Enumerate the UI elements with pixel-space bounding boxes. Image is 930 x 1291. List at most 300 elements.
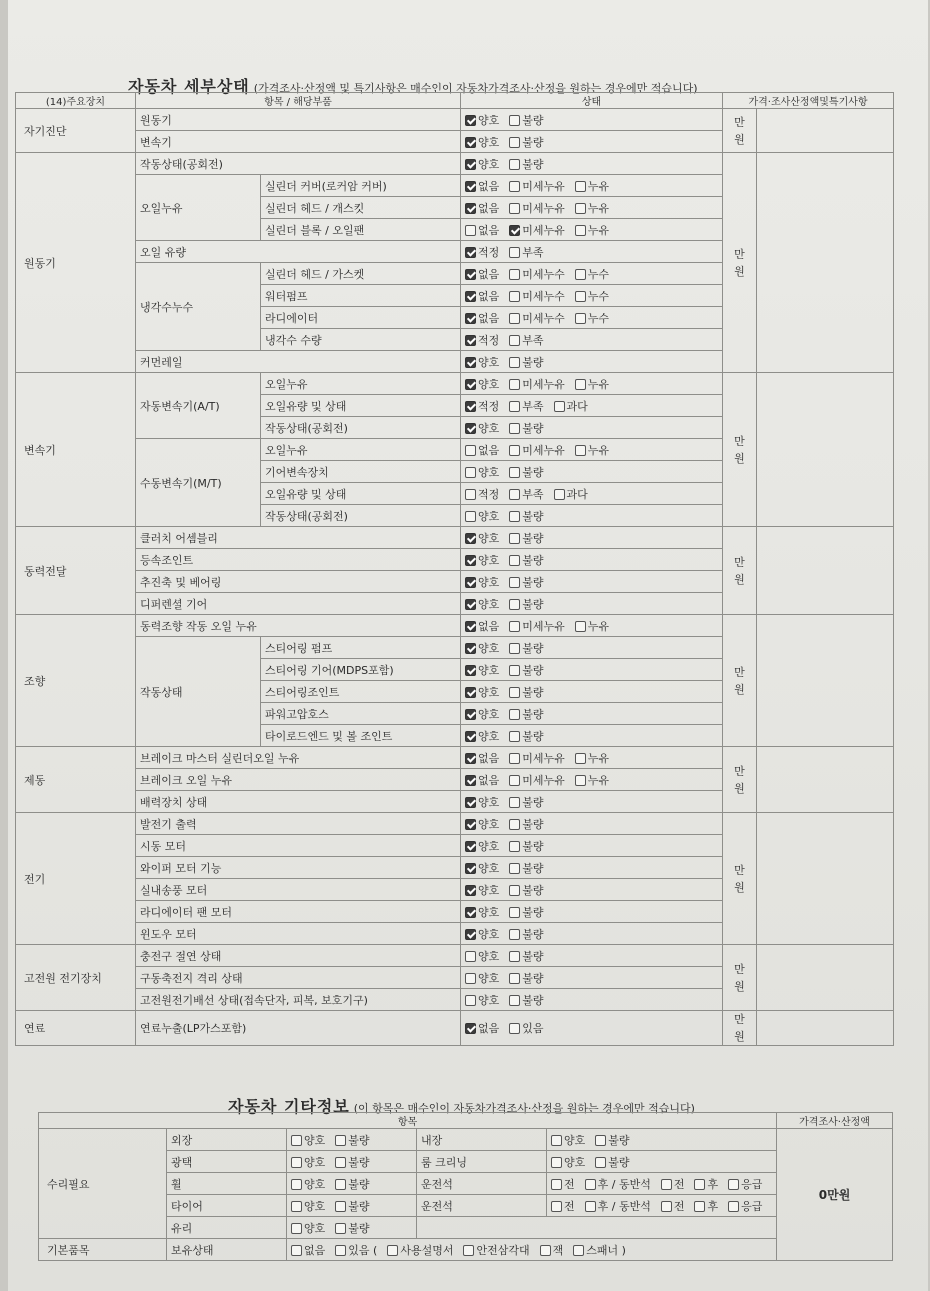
status-option [291, 1198, 325, 1214]
part-cell: 냉각수 수량 [261, 329, 461, 351]
status-option [509, 970, 543, 986]
status-row [16, 1011, 894, 1046]
status-cell [461, 329, 723, 351]
status-option [509, 332, 543, 348]
status-option [509, 794, 543, 810]
status-option [465, 420, 499, 436]
checkbox[interactable] [465, 973, 476, 984]
checkbox[interactable] [509, 797, 520, 808]
option-label: 부족 [522, 487, 544, 501]
unit-man: 만 [734, 115, 745, 129]
option-label: 누유 [587, 619, 610, 633]
extra-status-cell [547, 1195, 777, 1217]
option-label: 양호 [478, 905, 500, 919]
price-note-cell[interactable] [757, 527, 894, 615]
extra-item-cell: 타이어 [167, 1195, 287, 1217]
checkbox[interactable] [465, 951, 476, 962]
checkbox[interactable] [509, 357, 520, 368]
checkbox[interactable] [509, 731, 520, 742]
option-label: 미세누수 [522, 311, 565, 325]
part-cell: 실린더 커버(로커암 커버) [261, 175, 461, 197]
extra-item-cell: 내장 [417, 1129, 547, 1151]
checkbox[interactable] [551, 1179, 562, 1190]
status-row [16, 109, 894, 131]
item-cell: 브레이크 오일 누유 [136, 769, 461, 791]
status-cell [461, 637, 723, 659]
checkbox-checked[interactable] [465, 907, 476, 918]
checkbox-checked[interactable] [465, 533, 476, 544]
extra-item-cell: 광택 [167, 1151, 287, 1173]
status-option [509, 486, 543, 502]
price-note-cell[interactable] [757, 1011, 894, 1046]
price-note-cell[interactable] [757, 615, 894, 747]
checkbox[interactable] [291, 1245, 302, 1256]
item-cell: 변속기 [136, 131, 461, 153]
checkbox[interactable] [509, 379, 520, 390]
checkbox-checked[interactable] [465, 203, 476, 214]
checkbox[interactable] [661, 1179, 672, 1190]
checkbox[interactable] [509, 995, 520, 1006]
checkbox[interactable] [465, 225, 476, 236]
checkbox[interactable] [595, 1135, 606, 1146]
status-option [551, 1176, 575, 1192]
checkbox-checked[interactable] [465, 841, 476, 852]
option-label: 불량 [522, 729, 544, 743]
checkbox[interactable] [728, 1179, 739, 1190]
checkbox-checked[interactable] [465, 753, 476, 764]
checkbox-checked[interactable] [465, 357, 476, 368]
option-label: 양호 [478, 641, 500, 655]
item-cell: 라디에이터 팬 모터 [136, 901, 461, 923]
checkbox-checked[interactable] [465, 775, 476, 786]
checkbox[interactable] [509, 621, 520, 632]
checkbox[interactable] [335, 1179, 346, 1190]
checkbox-checked[interactable] [465, 313, 476, 324]
checkbox[interactable] [509, 313, 520, 324]
part-cell: 오일누유 [261, 373, 461, 395]
option-label: 없음 [304, 1243, 326, 1257]
status-cell [461, 923, 723, 945]
status-option [465, 1020, 499, 1036]
option-label: 미세누유 [522, 179, 565, 193]
item-cell: 작동상태 [136, 637, 261, 747]
checkbox[interactable] [335, 1245, 346, 1256]
checkbox[interactable] [509, 885, 520, 896]
option-label: 양호 [304, 1155, 326, 1169]
checkbox[interactable] [694, 1201, 705, 1212]
option-label: 불량 [522, 135, 544, 149]
price-note-cell[interactable] [757, 945, 894, 1011]
checkbox[interactable] [509, 269, 520, 280]
option-label: 양호 [478, 421, 500, 435]
checkbox-checked[interactable] [465, 335, 476, 346]
checkbox-checked[interactable] [465, 115, 476, 126]
checkbox[interactable] [554, 401, 565, 412]
item-cell: 클러치 어셈블리 [136, 527, 461, 549]
checkbox[interactable] [509, 665, 520, 676]
checkbox[interactable] [291, 1179, 302, 1190]
checkbox[interactable] [509, 819, 520, 830]
status-option [465, 838, 499, 854]
status-option [575, 750, 609, 766]
option-label: 양호 [478, 685, 500, 699]
status-option [551, 1154, 585, 1170]
checkbox-checked[interactable] [465, 291, 476, 302]
status-cell [461, 263, 723, 285]
option-label: 후 [707, 1177, 719, 1191]
checkbox-checked[interactable] [465, 709, 476, 720]
checkbox[interactable] [509, 181, 520, 192]
checkbox[interactable] [509, 1023, 520, 1034]
price-note-cell[interactable] [757, 109, 894, 153]
extra-status-cell [287, 1195, 417, 1217]
status-option [728, 1198, 762, 1214]
checkbox-checked[interactable] [465, 621, 476, 632]
checkbox[interactable] [387, 1245, 398, 1256]
status-option [465, 750, 499, 766]
price-note-cell[interactable] [757, 747, 894, 813]
option-label: 양호 [478, 355, 500, 369]
option-label: 없음 [478, 443, 500, 457]
checkbox[interactable] [465, 489, 476, 500]
checkbox-checked[interactable] [465, 665, 476, 676]
checkbox[interactable] [585, 1179, 596, 1190]
status-option [509, 992, 543, 1008]
checkbox[interactable] [335, 1223, 346, 1234]
checkbox[interactable] [509, 929, 520, 940]
price-unit-cell [723, 109, 757, 153]
status-cell [461, 1011, 723, 1046]
option-label: 부족 [522, 245, 544, 259]
status-option [509, 508, 543, 524]
status-option [575, 772, 609, 788]
checkbox-checked[interactable] [465, 401, 476, 412]
checkbox[interactable] [728, 1201, 739, 1212]
checkbox[interactable] [509, 423, 520, 434]
checkbox[interactable] [509, 973, 520, 984]
item-cell: 윈도우 모터 [136, 923, 461, 945]
option-label: 미세누유 [522, 751, 565, 765]
option-label: 불량 [608, 1155, 630, 1169]
price-unit-cell [723, 373, 757, 527]
checkbox[interactable] [335, 1135, 346, 1146]
price-unit-cell [723, 153, 757, 373]
checkbox-checked[interactable] [465, 423, 476, 434]
option-label: 있음 ( [348, 1243, 378, 1257]
status-row [16, 527, 894, 549]
checkbox[interactable] [509, 951, 520, 962]
checkbox[interactable] [291, 1135, 302, 1146]
option-label: 전 [673, 1199, 685, 1213]
part-cell: 실린더 헤드 / 가스켓 [261, 263, 461, 285]
checkbox[interactable] [509, 599, 520, 610]
status-option [335, 1198, 369, 1214]
part-cell: 실린더 헤드 / 개스킷 [261, 197, 461, 219]
status-option [465, 398, 499, 414]
status-option [465, 926, 499, 942]
option-label: 양호 [478, 135, 500, 149]
option-label: 전 [564, 1199, 575, 1213]
checkbox[interactable] [291, 1201, 302, 1212]
checkbox-checked[interactable] [509, 225, 520, 236]
checkbox[interactable] [465, 445, 476, 456]
option-label: 미세누유 [522, 619, 565, 633]
checkbox[interactable] [465, 511, 476, 522]
option-label: 양호 [478, 575, 500, 589]
option-label: 양호 [478, 993, 500, 1007]
checkbox[interactable] [575, 313, 586, 324]
checkbox[interactable] [509, 137, 520, 148]
checkbox[interactable] [575, 621, 586, 632]
item-cell: 고전원전기배선 상태(접속단자, 피복, 보호기구) [136, 989, 461, 1011]
checkbox-checked[interactable] [465, 1023, 476, 1034]
status-cell [461, 967, 723, 989]
checkbox-checked[interactable] [465, 731, 476, 742]
option-label: 미세누수 [522, 289, 565, 303]
price-note-cell[interactable] [757, 153, 894, 373]
extra-status-cell [287, 1239, 777, 1261]
status-option [509, 266, 565, 282]
extra-item-cell: 운전석 [417, 1195, 547, 1217]
option-label: 후 / 동반석 [597, 1199, 651, 1213]
status-cell [461, 593, 723, 615]
extra-title-main: 자동차 기타정보 [228, 1097, 350, 1116]
status-option [509, 244, 543, 260]
checkbox[interactable] [509, 753, 520, 764]
extra-row [39, 1217, 893, 1239]
item-cell: 구동축전지 격리 상태 [136, 967, 461, 989]
option-label: 불량 [522, 575, 544, 589]
option-label: 불량 [522, 553, 544, 567]
status-option [509, 464, 543, 480]
part-cell: 작동상태(공회전) [261, 505, 461, 527]
checkbox[interactable] [465, 467, 476, 478]
item-cell: 커먼레일 [136, 351, 461, 373]
status-cell [461, 505, 723, 527]
checkbox[interactable] [509, 577, 520, 588]
checkbox[interactable] [575, 181, 586, 192]
checkbox-checked[interactable] [465, 159, 476, 170]
status-cell [461, 703, 723, 725]
option-label: 양호 [478, 817, 500, 831]
extra-info-table [38, 1112, 893, 1261]
status-cell [461, 835, 723, 857]
extra-header-item: 항목 [39, 1113, 777, 1129]
checkbox[interactable] [335, 1201, 346, 1212]
checkbox[interactable] [551, 1201, 562, 1212]
checkbox-checked[interactable] [465, 269, 476, 280]
checkbox[interactable] [509, 489, 520, 500]
status-row [16, 813, 894, 835]
option-label: 미세누수 [522, 267, 565, 281]
option-label: 양호 [478, 971, 500, 985]
checkbox[interactable] [335, 1157, 346, 1168]
checkbox[interactable] [509, 445, 520, 456]
option-label: 후 [707, 1199, 719, 1213]
status-cell [461, 945, 723, 967]
option-label: 미세누유 [522, 201, 565, 215]
checkbox[interactable] [509, 775, 520, 786]
checkbox[interactable] [575, 269, 586, 280]
checkbox[interactable] [509, 555, 520, 566]
checkbox[interactable] [573, 1245, 584, 1256]
option-label: 누수 [587, 311, 610, 325]
checkbox[interactable] [575, 225, 586, 236]
option-label: 양호 [478, 113, 500, 127]
checkbox-checked[interactable] [465, 863, 476, 874]
status-cell [461, 395, 723, 417]
status-option [509, 530, 543, 546]
status-option [465, 376, 499, 392]
item-cell: 발전기 출력 [136, 813, 461, 835]
checkbox[interactable] [595, 1157, 606, 1168]
option-label: 미세누유 [522, 377, 565, 391]
checkbox-checked[interactable] [465, 247, 476, 258]
status-option [291, 1154, 325, 1170]
checkbox[interactable] [291, 1223, 302, 1234]
option-label: 누유 [587, 179, 610, 193]
checkbox[interactable] [509, 907, 520, 918]
checkbox[interactable] [551, 1135, 562, 1146]
checkbox-checked[interactable] [465, 929, 476, 940]
status-cell [461, 483, 723, 505]
status-option [509, 662, 543, 678]
part-cell: 타이로드엔드 및 볼 조인트 [261, 725, 461, 747]
price-unit-cell [723, 813, 757, 945]
checkbox[interactable] [509, 115, 520, 126]
status-option [465, 882, 499, 898]
title-main: 자동차 세부상태 [128, 77, 250, 96]
status-cell [461, 615, 723, 637]
checkbox[interactable] [509, 335, 520, 346]
checkbox[interactable] [509, 291, 520, 302]
unit-man: 만 [734, 555, 745, 569]
status-cell [461, 901, 723, 923]
checkbox[interactable] [509, 533, 520, 544]
option-label: 양호 [478, 883, 500, 897]
status-option [575, 618, 609, 634]
status-option [465, 816, 499, 832]
status-option [509, 112, 543, 128]
checkbox[interactable] [509, 687, 520, 698]
option-label: 양호 [478, 927, 500, 941]
checkbox[interactable] [509, 203, 520, 214]
item-cell: 브레이크 마스터 실린더오일 누유 [136, 747, 461, 769]
price-note-cell[interactable] [757, 813, 894, 945]
status-option [509, 860, 543, 876]
status-option [465, 794, 499, 810]
status-option [509, 200, 565, 216]
status-cell [461, 813, 723, 835]
checkbox-checked[interactable] [465, 643, 476, 654]
checkbox[interactable] [509, 159, 520, 170]
extra-item-cell: 보유상태 [167, 1239, 287, 1261]
checkbox-checked[interactable] [465, 687, 476, 698]
checkbox[interactable] [291, 1157, 302, 1168]
checkbox[interactable] [509, 511, 520, 522]
checkbox[interactable] [554, 489, 565, 500]
checkbox-checked[interactable] [465, 599, 476, 610]
checkbox-checked[interactable] [465, 577, 476, 588]
checkbox[interactable] [575, 775, 586, 786]
status-option [465, 178, 499, 194]
option-label: 불량 [522, 597, 544, 611]
part-cell: 오일유량 및 상태 [261, 483, 461, 505]
checkbox[interactable] [509, 643, 520, 654]
price-note-cell[interactable] [757, 373, 894, 527]
checkbox[interactable] [661, 1201, 672, 1212]
checkbox[interactable] [509, 709, 520, 720]
checkbox-checked[interactable] [465, 819, 476, 830]
checkbox-checked[interactable] [465, 555, 476, 566]
checkbox[interactable] [509, 863, 520, 874]
checkbox[interactable] [575, 379, 586, 390]
option-label: 양호 [478, 531, 500, 545]
status-option [465, 992, 499, 1008]
status-option [465, 332, 499, 348]
checkbox[interactable] [465, 995, 476, 1006]
extra-status-cell [547, 1151, 777, 1173]
checkbox[interactable] [575, 445, 586, 456]
checkbox-checked[interactable] [465, 137, 476, 148]
checkbox[interactable] [575, 291, 586, 302]
status-option [465, 574, 499, 590]
checkbox[interactable] [585, 1201, 596, 1212]
status-option [509, 1020, 543, 1036]
status-cell [461, 791, 723, 813]
status-cell [461, 307, 723, 329]
checkbox[interactable] [694, 1179, 705, 1190]
status-cell [461, 879, 723, 901]
option-label: 안전삼각대 [476, 1243, 530, 1257]
option-label: 불량 [522, 641, 544, 655]
option-label: 불량 [522, 905, 544, 919]
status-option [465, 948, 499, 964]
option-label: 불량 [522, 883, 544, 897]
checkbox[interactable] [509, 467, 520, 478]
extra-status-cell [287, 1173, 417, 1195]
item-cell: 냉각수누수 [136, 263, 261, 351]
checkbox[interactable] [575, 203, 586, 214]
header-section: (14)주요장치 [16, 93, 136, 109]
status-row [16, 747, 894, 769]
status-option [291, 1220, 325, 1236]
checkbox-checked[interactable] [465, 181, 476, 192]
header-price: 가격·조사산정액및특기사항 [723, 93, 894, 109]
status-option [387, 1242, 453, 1258]
checkbox[interactable] [540, 1245, 551, 1256]
status-option [509, 178, 565, 194]
checkbox[interactable] [575, 753, 586, 764]
option-label: 불량 [348, 1221, 370, 1235]
option-label: 누유 [587, 773, 610, 787]
checkbox-checked[interactable] [465, 885, 476, 896]
option-label: 양호 [478, 861, 500, 875]
status-option [509, 750, 565, 766]
status-option [540, 1242, 564, 1258]
checkbox-checked[interactable] [465, 379, 476, 390]
item-cell: 오일 유량 [136, 241, 461, 263]
status-option [575, 310, 609, 326]
checkbox[interactable] [509, 841, 520, 852]
status-cell [461, 197, 723, 219]
checkbox-checked[interactable] [465, 797, 476, 808]
checkbox[interactable] [551, 1157, 562, 1168]
checkbox[interactable] [509, 401, 520, 412]
checkbox[interactable] [463, 1245, 474, 1256]
checkbox[interactable] [509, 247, 520, 258]
option-label: 불량 [522, 355, 544, 369]
